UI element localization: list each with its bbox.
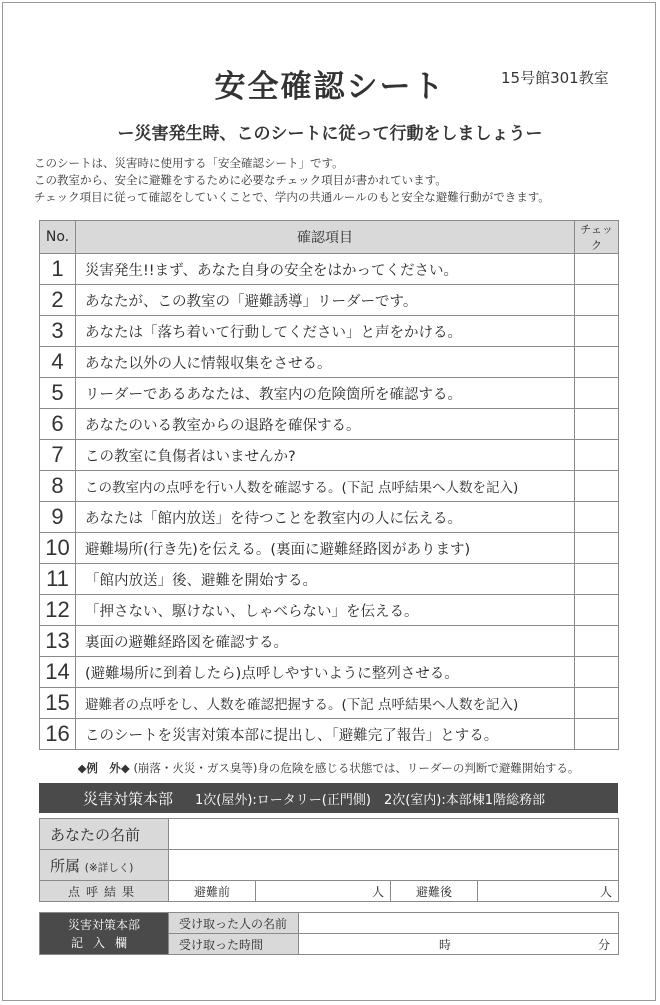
hq-detail: 1次(屋外):ロータリー(正門側) 2次(室内):本部棟1階総務部: [195, 792, 546, 808]
hour-unit: 時: [439, 937, 452, 952]
receiver-name-label: 受け取った人の名前: [169, 913, 299, 934]
item-text: リーダーであるあなたは、教室内の危険箇所を確認する。: [76, 378, 575, 409]
affiliation-label-text: 所属: [50, 856, 81, 875]
check-box[interactable]: [575, 595, 619, 626]
item-text: 「館内放送」後、避難を開始する。: [76, 564, 575, 595]
item-number: 2: [40, 285, 76, 316]
item-number: 11: [40, 564, 76, 595]
checklist-row: [40, 254, 619, 285]
checklist-row: [40, 347, 619, 378]
item-text: 避難場所(行き先)を伝える。(裏面に避難経路図があります): [76, 533, 575, 564]
checklist-row: [40, 719, 619, 750]
checklist-row: [40, 626, 619, 657]
check-box[interactable]: [575, 347, 619, 378]
item-number: 8: [40, 471, 76, 502]
item-number: 12: [40, 595, 76, 626]
name-field[interactable]: [169, 819, 619, 850]
checklist-row: [40, 471, 619, 502]
item-number: 13: [40, 626, 76, 657]
item-text: あなたが、この教室の「避難誘導」リーダーです。: [76, 285, 575, 316]
received-time-label: 受け取った時間: [169, 934, 299, 955]
received-time-field[interactable]: [299, 934, 619, 955]
check-column-header: チェック: [575, 221, 619, 254]
item-number: 6: [40, 409, 76, 440]
name-label: あなたの名前: [40, 819, 169, 850]
check-box[interactable]: [575, 688, 619, 719]
receiver-name-field[interactable]: [299, 913, 619, 934]
after-evacuation-label: 避難後: [391, 881, 478, 902]
item-text: あなたは「落ち着いて行動してください」と声をかける。: [76, 316, 575, 347]
item-text: あなた以外の人に情報収集をさせる。: [76, 347, 575, 378]
item-number: 1: [40, 254, 76, 285]
intro-line: チェック項目に従って確認をしていくことで、学内の共通ルールのもと安全な避難行動ができます。: [34, 190, 550, 204]
intro-line: この教室から、安全に避難をするために必要なチェック項目が書かれています。: [34, 173, 447, 187]
person-unit: 人: [371, 884, 384, 899]
person-unit: 人: [599, 884, 612, 899]
hq-label: 災害対策本部: [83, 789, 174, 808]
affiliation-field[interactable]: [169, 850, 619, 881]
hq-entry-title-line2: 記入欄: [70, 935, 137, 950]
checklist-row: [40, 378, 619, 409]
hq-banner: [39, 783, 618, 813]
item-number: 5: [40, 378, 76, 409]
intro-text: [34, 155, 550, 206]
item-number: 16: [40, 719, 76, 750]
item-text: 裏面の避難経路図を確認する。: [76, 626, 575, 657]
check-box[interactable]: [575, 285, 619, 316]
personal-info-table: [39, 818, 619, 902]
hq-entry-title: [40, 913, 169, 955]
check-box[interactable]: [575, 409, 619, 440]
before-count-field[interactable]: [256, 881, 391, 902]
intro-line: このシートは、災害時に使用する「安全確認シート」です。: [34, 156, 344, 170]
item-text: あなたは「館内放送」を待つことを教室内の人に伝える。: [76, 502, 575, 533]
item-number: 10: [40, 533, 76, 564]
page-title: 安全確認シート: [214, 69, 446, 105]
check-box[interactable]: [575, 564, 619, 595]
item-number: 15: [40, 688, 76, 719]
hq-entry-title-line1: 災害対策本部: [67, 917, 140, 932]
page-subtitle: ー災害発生時、このシートに従って行動をしましょうー: [117, 124, 543, 144]
item-text: あなたのいる教室からの退路を確保する。: [76, 409, 575, 440]
item-text: 避難者の点呼をし、人数を確認把握する。(下記 点呼結果へ人数を記入): [76, 688, 575, 719]
checklist-row: [40, 595, 619, 626]
item-text: 「押さない、駆けない、しゃべらない」を伝える。: [76, 595, 575, 626]
check-box[interactable]: [575, 316, 619, 347]
check-box[interactable]: [575, 254, 619, 285]
item-text: このシートを災害対策本部に提出し、「避難完了報告」とする。: [76, 719, 575, 750]
check-box[interactable]: [575, 471, 619, 502]
checklist-row: [40, 502, 619, 533]
item-number: 7: [40, 440, 76, 471]
no-column-header: No.: [40, 221, 76, 254]
check-box[interactable]: [575, 440, 619, 471]
checklist-row: [40, 688, 619, 719]
checklist-row: [40, 285, 619, 316]
after-count-field[interactable]: [478, 881, 619, 902]
item-text: 災害発生!!まず、あなた自身の安全をはかってください。: [76, 254, 575, 285]
exception-note: [39, 760, 618, 776]
before-evacuation-label: 避難前: [169, 881, 256, 902]
minute-unit: 分: [597, 937, 610, 952]
item-number: 3: [40, 316, 76, 347]
checklist-table: [39, 220, 619, 750]
item-text: この教室内の点呼を行い人数を確認する。(下記 点呼結果へ人数を記入): [76, 471, 575, 502]
item-text: この教室に負傷者はいませんか?: [76, 440, 575, 471]
checklist-row: [40, 440, 619, 471]
check-box[interactable]: [575, 378, 619, 409]
exception-lead: ◆例 外◆: [77, 761, 130, 775]
item-number: 14: [40, 657, 76, 688]
checklist-row: [40, 316, 619, 347]
room-label: 15号館301教室: [501, 69, 609, 87]
item-number: 9: [40, 502, 76, 533]
hq-receipt-table: [39, 912, 619, 955]
check-box[interactable]: [575, 719, 619, 750]
checklist-row: [40, 533, 619, 564]
checklist-row: [40, 657, 619, 688]
item-number: 4: [40, 347, 76, 378]
affiliation-label: [40, 850, 169, 881]
affiliation-note: (※詳しく): [84, 861, 134, 874]
exception-text: (崩落・火災・ガス臭等)身の危険を感じる状態では、リーダーの判断で避難開始する。: [133, 761, 580, 775]
item-column-header: 確認項目: [76, 221, 575, 254]
check-box[interactable]: [575, 657, 619, 688]
checklist-row: [40, 409, 619, 440]
checklist-row: [40, 564, 619, 595]
check-box[interactable]: [575, 533, 619, 564]
rollcall-label: 点呼結果: [40, 881, 169, 902]
checklist-header-row: [40, 221, 619, 254]
check-box[interactable]: [575, 502, 619, 533]
check-box[interactable]: [575, 626, 619, 657]
item-text: (避難場所に到着したら)点呼しやすいように整列させる。: [76, 657, 575, 688]
